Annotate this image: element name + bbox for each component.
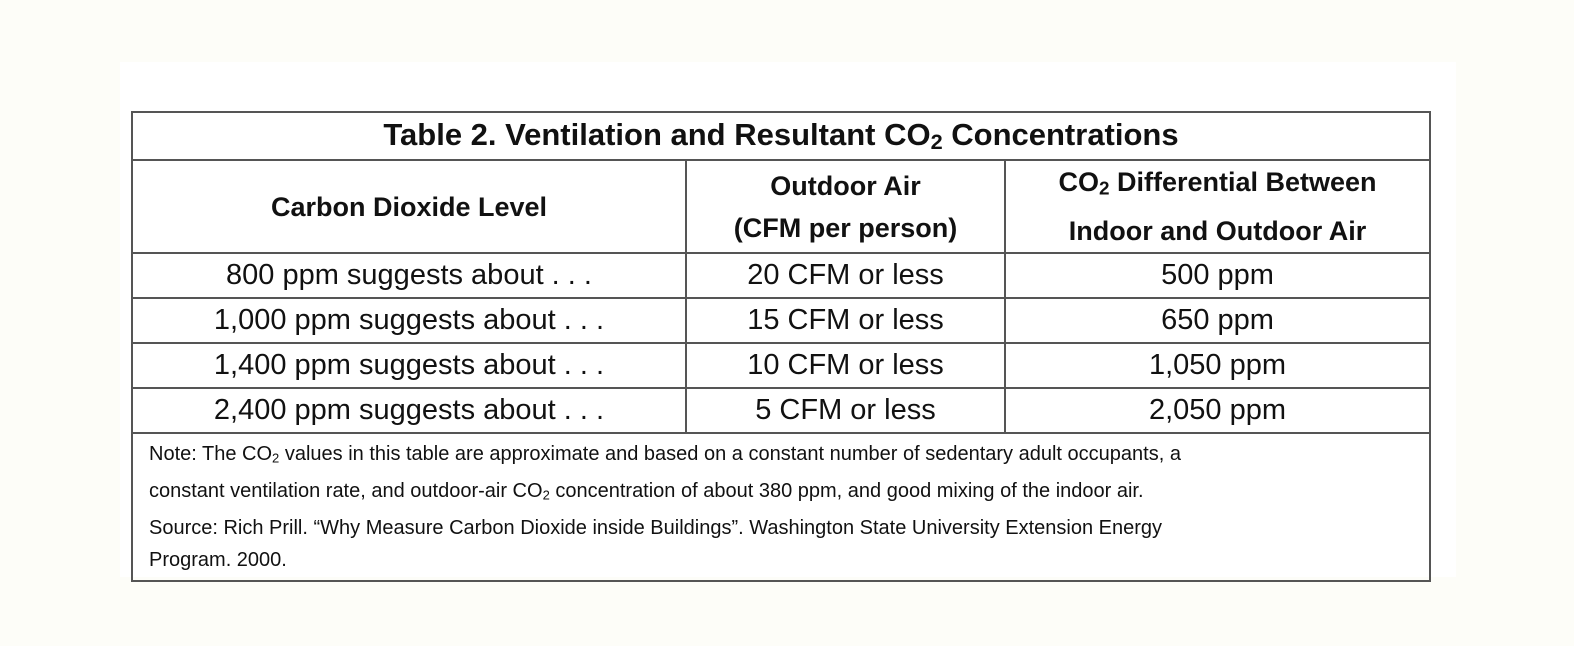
note-source-line-2: Program. 2000. bbox=[149, 548, 287, 571]
note-source-line: Source: Rich Prill. “Why Measure Carbon Dioxide inside Buildings”. Washington State University Extension Energy bbox=[149, 516, 1163, 539]
cell-level: 800 ppm suggests about . . . bbox=[132, 253, 686, 298]
note-line-2: constant ventilation rate, and outdoor-air $CO_2$ concentration of about 380 ppm, and good mixing of the indoor air. bbox=[149, 479, 1144, 503]
cell-differential: 2,050 ppm bbox=[1005, 388, 1430, 433]
table-note-row bbox=[132, 433, 1430, 580]
header-carbon-dioxide-level: Carbon Dioxide Level bbox=[132, 160, 686, 253]
cell-outdoor-air: 15 CFM or less bbox=[686, 298, 1005, 343]
cell-outdoor-air: 5 CFM or less bbox=[686, 388, 1005, 433]
cell-level: 2,400 ppm suggests about . . . bbox=[132, 388, 686, 433]
co2-ventilation-table bbox=[131, 111, 1431, 582]
header-outdoor-air: Outdoor Air (CFM per person) bbox=[686, 160, 1005, 253]
cell-level: 1,000 ppm suggests about . . . bbox=[132, 298, 686, 343]
table-row bbox=[132, 298, 1430, 343]
cell-differential: 650 ppm bbox=[1005, 298, 1430, 343]
table-title: Table 2. Ventilation and Resultant $CO_2$ Concentrations bbox=[132, 112, 1430, 160]
cell-outdoor-air: 20 CFM or less bbox=[686, 253, 1005, 298]
table-title-row bbox=[132, 112, 1430, 160]
table-row bbox=[132, 388, 1430, 433]
header-co2-differential: $CO_2$ Differential Between Indoor and Outdoor Air bbox=[1005, 160, 1430, 253]
cell-differential: 1,050 ppm bbox=[1005, 343, 1430, 388]
table-header-row bbox=[132, 160, 1430, 253]
cell-outdoor-air: 10 CFM or less bbox=[686, 343, 1005, 388]
cell-level: 1,400 ppm suggests about . . . bbox=[132, 343, 686, 388]
table-note bbox=[132, 433, 1430, 580]
cell-differential: 500 ppm bbox=[1005, 253, 1430, 298]
table-row bbox=[132, 343, 1430, 388]
note-line-1: Note: The $CO_2$ values in this table are approximate and based on a constant number of sedentary adult occupants, a bbox=[149, 443, 1181, 466]
table-row bbox=[132, 253, 1430, 298]
